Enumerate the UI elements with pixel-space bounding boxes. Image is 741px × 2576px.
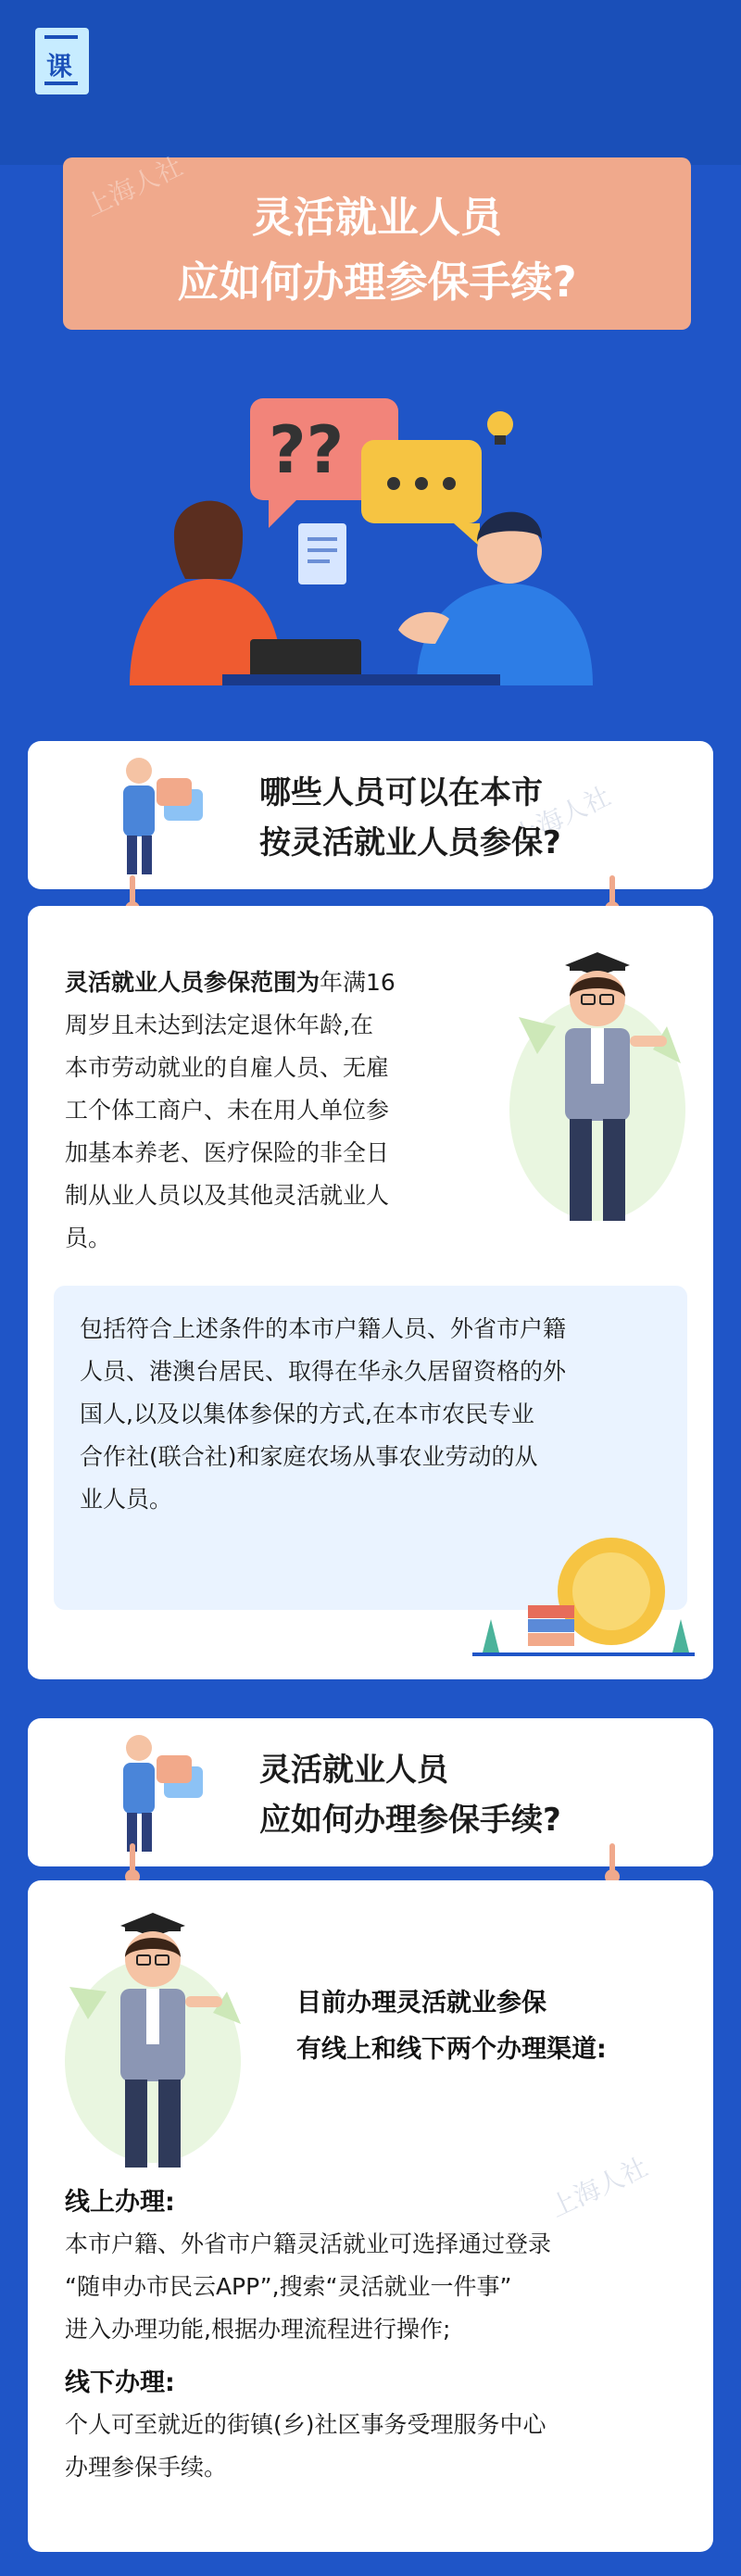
page-title-line1: 灵活就业人员 bbox=[251, 193, 502, 242]
title-banner bbox=[63, 150, 691, 330]
coin-growth-icon bbox=[472, 1517, 695, 1656]
online-title: 线上办理: bbox=[65, 2188, 175, 2217]
offline-paragraph bbox=[65, 2404, 695, 2489]
svg-text:??: ?? bbox=[269, 412, 345, 488]
lightbulb-icon bbox=[487, 411, 513, 445]
connector bbox=[130, 1843, 135, 1877]
channels-line1: 目前办理灵活就业参保 bbox=[296, 1989, 546, 2017]
eligibility-line: 制从业人员以及其他灵活就业人 bbox=[65, 1182, 390, 1209]
detail-line: 包括符合上述条件的本市户籍人员、外省市户籍 bbox=[80, 1315, 567, 1342]
detail-line: 国人,以及以集体参保的方式,在本市农民专业 bbox=[80, 1401, 534, 1427]
eligibility-line: 工个体工商户、未在用人单位参 bbox=[65, 1097, 390, 1124]
presenter-icon bbox=[107, 1729, 208, 1854]
section1-heading-line2: 按灵活就业人员参保? bbox=[259, 824, 561, 861]
eligibility-lead: 灵活就业人员参保范围为 bbox=[65, 969, 320, 996]
page-title-line2: 应如何办理参保手续? bbox=[177, 258, 577, 307]
logo-bar-icon bbox=[44, 82, 78, 85]
watermark: 上海人社 bbox=[508, 780, 616, 852]
detail-line: 合作社(联合社)和家庭农场从事农业劳动的从 bbox=[80, 1443, 538, 1470]
online-paragraph bbox=[65, 2223, 695, 2351]
offline-line: 办理参保手续。 bbox=[65, 2454, 228, 2481]
offline-line: 个人可至就近的街镇(乡)社区事务受理服务中心 bbox=[65, 2411, 546, 2438]
presenter-icon bbox=[107, 752, 208, 877]
watermark: 上海人社 bbox=[545, 2151, 653, 2223]
logo-char: 课 bbox=[46, 51, 73, 82]
online-line: 本市户籍、外省市户籍灵活就业可选择通过登录 bbox=[65, 2230, 552, 2257]
logo-bar-icon bbox=[44, 35, 78, 39]
connector bbox=[609, 1843, 615, 1877]
section1-heading-line1: 哪些人员可以在本市 bbox=[259, 774, 543, 811]
top-band bbox=[0, 0, 741, 165]
document-icon bbox=[298, 523, 346, 584]
section2-heading-line2: 应如何办理参保手续? bbox=[259, 1802, 561, 1839]
eligibility-line: 年满16 bbox=[320, 969, 396, 996]
hero-illustration bbox=[130, 380, 611, 685]
connector bbox=[130, 875, 135, 909]
connector bbox=[609, 875, 615, 909]
man-figure bbox=[398, 512, 593, 685]
section1-body-card bbox=[28, 906, 713, 1679]
chat-bubble-icon bbox=[361, 440, 482, 547]
online-line: “随申办市民云APP”,搜索“灵活就业一件事” bbox=[65, 2273, 512, 2300]
teacher-figure bbox=[56, 1904, 250, 2172]
app-logo bbox=[35, 28, 89, 94]
eligibility-line: 周岁且未达到法定退休年龄,在 bbox=[65, 1012, 373, 1038]
section2-heading-line1: 灵活就业人员 bbox=[259, 1752, 448, 1789]
teacher-figure bbox=[500, 943, 695, 1239]
section2-body-card bbox=[28, 1880, 713, 2552]
eligibility-line: 本市劳动就业的自雇人员、无雇 bbox=[65, 1054, 390, 1081]
eligibility-line: 员。 bbox=[65, 1225, 112, 1251]
channels-line2: 有线上和线下两个办理渠道: bbox=[296, 2035, 607, 2064]
eligibility-paragraph bbox=[65, 961, 472, 1260]
detail-paragraph bbox=[80, 1308, 672, 1521]
section1-header-card bbox=[28, 741, 713, 889]
detail-line: 业人员。 bbox=[80, 1486, 173, 1513]
online-line: 进入办理功能,根据办理流程进行操作; bbox=[65, 2316, 451, 2343]
watermark: 上海人社 bbox=[80, 150, 188, 222]
eligibility-line: 加基本养老、医疗保险的非全日 bbox=[65, 1139, 390, 1166]
detail-line: 人员、港澳台居民、取得在华永久居留资格的外 bbox=[80, 1358, 567, 1385]
offline-title: 线下办理: bbox=[65, 2369, 175, 2397]
